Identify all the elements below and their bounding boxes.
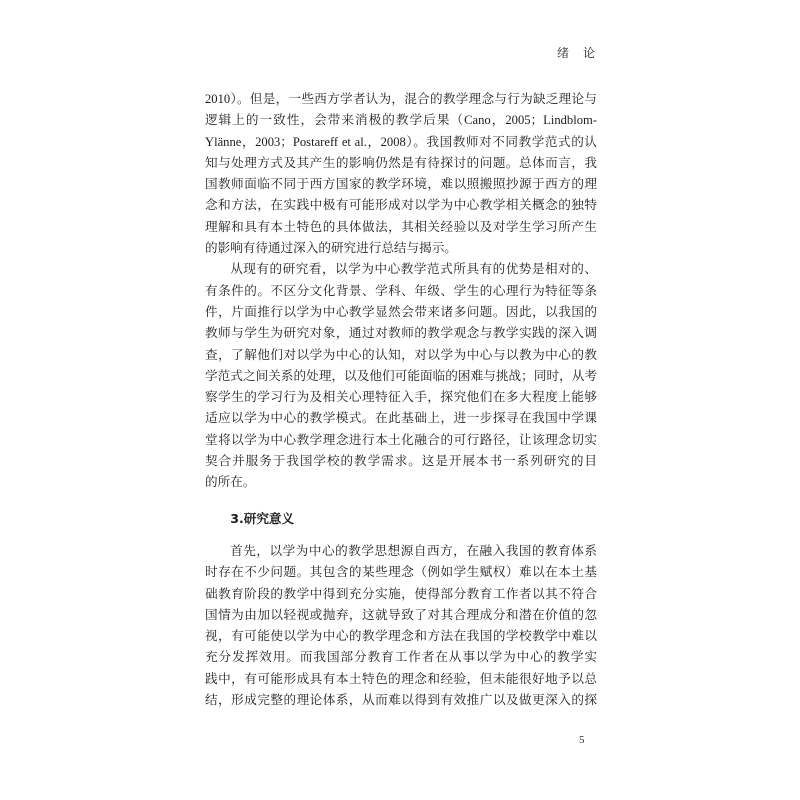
text-line: 件，片面推行以学为中心教学显然会带来诸多问题。因此，以我国的 bbox=[205, 304, 597, 319]
running-header: 绪 论 bbox=[556, 46, 596, 60]
paragraph bbox=[205, 89, 597, 259]
page-number: 5 bbox=[579, 734, 585, 746]
text-line: 教师与学生为研究对象，通过对教师的教学观念与教学实践的深入调 bbox=[205, 326, 597, 341]
section-heading: 3.研究意义 bbox=[230, 510, 295, 526]
text-line: 知与处理方式及其产生的影响仍然是有待探讨的问题。总体而言，我 bbox=[205, 155, 597, 170]
text-line: 逻辑上的一致性，会带来消极的教学后果（Cano，2005；Lindblom- bbox=[205, 113, 597, 128]
text-line: 国情为由加以轻视或抛弃，这就导致了对其合理成分和潜在价值的忽 bbox=[205, 607, 597, 622]
text-line: 时存在不少问题。其包含的某些理念（例如学生赋权）难以在本土基 bbox=[205, 565, 597, 580]
text-line: 适应以学为中心的教学模式。在此基础上，进一步探寻在我国中学课 bbox=[205, 411, 597, 426]
text-line: 首先，以学为中心的教学思想源自西方，在融入我国的教育体系 bbox=[230, 543, 597, 558]
text-line: 学范式之间关系的处理，以及他们可能面临的困难与挑战；同时，从考 bbox=[205, 368, 597, 383]
paragraph bbox=[205, 259, 597, 493]
text-line: 结，形成完整的理论体系，从而难以得到有效推广以及做更深入的探 bbox=[205, 693, 597, 708]
text-line: 2010）。但是，一些西方学者认为，混合的教学理念与行为缺乏理论与 bbox=[205, 92, 597, 106]
text-line: 从现有的研究看，以学为中心教学范式所具有的优势是相对的、 bbox=[230, 262, 597, 277]
text-line: 充分发挥效用。而我国部分教育工作者在从事以学为中心的教学实 bbox=[205, 650, 597, 665]
paragraph bbox=[205, 541, 597, 711]
text-line: Ylänne，2003；Postareff et al.，2008）。我国教师对不同教学范式的认 bbox=[205, 134, 597, 149]
text-line: 国教师面临不同于西方国家的教学环境，难以照搬照抄源于西方的理 bbox=[205, 177, 597, 192]
text-line: 的所在。 bbox=[205, 475, 256, 490]
text-line: 视，有可能使以学为中心的教学理念和方法在我国的学校教学中难以 bbox=[205, 629, 597, 644]
text-line: 础教育阶段的教学中得到充分实施，使得部分教育工作者以其不符合 bbox=[205, 586, 597, 601]
text-line: 有条件的。不区分文化背景、学科、年级、学生的心理行为特征等条 bbox=[205, 283, 597, 298]
text-line: 践中，有可能形成具有本土特色的理念和经验，但未能很好地予以总 bbox=[205, 671, 597, 686]
body-text bbox=[205, 89, 597, 711]
text-line: 契合并服务于我国学校的教学需求。这是开展本书一系列研究的目 bbox=[205, 454, 597, 469]
text-line: 念和方法，在实践中极有可能形成对以学为中心教学相关概念的独特 bbox=[205, 198, 597, 213]
text-line: 查，了解他们对以学为中心的认知，对以学为中心与以教为中心的教 bbox=[205, 347, 597, 362]
text-line: 察学生的学习行为及相关心理特征入手，探究他们在多大程度上能够 bbox=[205, 390, 597, 405]
text-line: 堂将以学为中心教学理念进行本土化融合的可行路径，让该理念切实 bbox=[205, 432, 597, 447]
text-line: 理解和具有本土特色的具体做法，其相关经验以及对学生学习所产生 bbox=[205, 219, 597, 234]
text-line: 的影响有待通过深入的研究进行总结与揭示。 bbox=[205, 241, 457, 256]
